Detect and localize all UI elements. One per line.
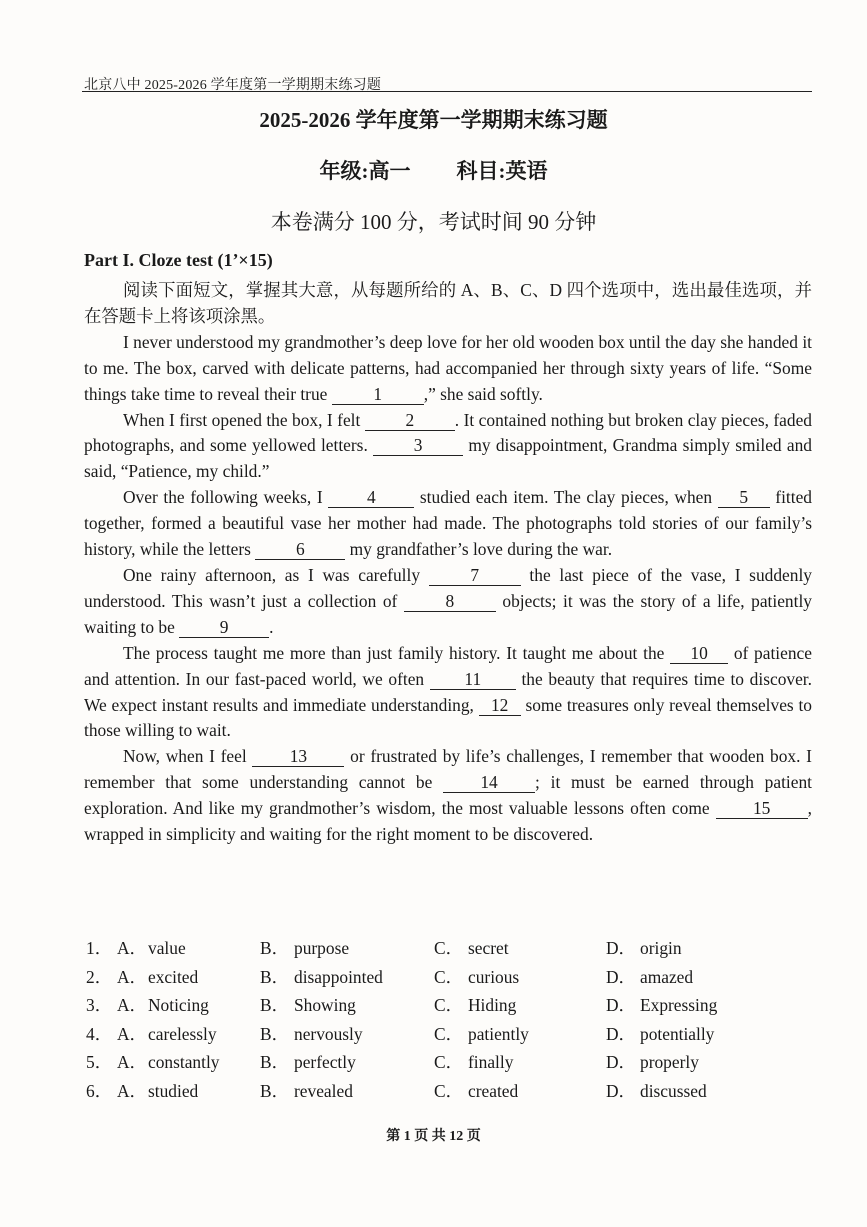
option-c: curious [468,966,520,987]
option-d: origin [640,938,682,958]
option-row: 6． A．studied B． revealed C． created D． discussed [86,1077,812,1106]
option-a: Noticing [148,995,209,1016]
question-number: 2． [86,966,113,987]
instructions: 阅读下面短文，掌握其大意，从每题所给的 A、B、C、D 四个选项中，选出最佳选项，并在答题卡上将该项涂黑。 [84,280,812,326]
paragraph: The process taught me more than just family history. It taught me about the 10 of patience and attention. In our fast-paced world, we often 11 the beauty that requires time to discover. We expect instant results and immediate understanding, 12 some treasures only reveal themselves to those willing to wait. [84,642,812,741]
question-number: 5． [86,1052,113,1073]
blank: 11 [430,670,516,690]
paragraph: Now, when I feel 13 or frustrated by life’s challenges, I remember that wooden box. I remember that some understanding cannot be 14 ; it must be earned through patient exploration. And like my grandmother’s wisdom, the most valuable lessons often come 15 , wrapped in simplicity and waiting for the right moment to be discovered. [84,746,812,845]
blank: 12 [479,696,521,716]
grade-label: 年级:高一 [319,159,411,183]
part-title: Part I. Cloze test (1’×15) [84,250,273,270]
subject-label: 科目:英语 [456,159,548,183]
option-row: 3． A．Noticing B． Showing C． Hiding D． Expressing [86,991,812,1020]
option-a: excited [148,966,199,987]
option-c: patiently [468,1023,529,1044]
option-b: nervously [294,1023,363,1044]
page-footer: 第 1 页 共 12 页 [386,1129,481,1144]
option-b: Showing [294,995,356,1016]
option-c: Hiding [468,995,517,1016]
option-d: Expressing [640,995,718,1016]
option-d: properly [640,1052,699,1073]
option-row: 1． A．value B． purpose C． secret D． origin [86,934,812,963]
paragraph: Over the following weeks, I 4 studied each item. The clay pieces, when 5 fitted together, formed a beautiful vase her mother had made. The photographs told stories of our family’s history, while the letters 6 my grandfather’s love during the war. [84,487,812,560]
option-a: value [148,938,186,958]
option-c: secret [468,938,509,958]
blank: 1 [332,385,424,405]
option-row: 2． A．excited B． disappointed C． curious D． amazed [86,963,812,992]
exam-info: 本卷满分 100 分，考试时间 90 分钟 [270,210,597,234]
blank: 14 [443,773,535,793]
blank: 4 [328,488,414,508]
running-header: 北京八中 2025-2026 学年度第一学期期末练习题 [84,78,382,93]
option-b: disappointed [294,966,383,987]
question-number: 4． [86,1023,113,1044]
exam-title: 2025-2026 学年度第一学期期末练习题 [259,108,608,132]
option-row: 4． A．carelessly B． nervously C． patiently D． potentially [86,1020,812,1049]
blank: 3 [373,436,463,456]
option-d: discussed [640,1080,707,1101]
blank: 6 [255,540,345,560]
options-list [86,934,812,1106]
option-a: carelessly [148,1023,217,1044]
question-number: 3． [86,995,113,1016]
blank: 13 [252,747,344,767]
option-row: 5． A．constantly B． perfectly C． finally D． properly [86,1048,812,1077]
paragraph: One rainy afternoon, as I was carefully 7 the last piece of the vase, I suddenly understood. This wasn’t just a collection of 8 objects; it was the story of a life, patiently waiting to be 9 . [84,564,812,637]
exam-subtitle [0,155,867,185]
blank: 10 [670,644,728,664]
blank: 8 [404,592,496,612]
option-d: amazed [640,966,694,987]
option-b: purpose [294,938,350,958]
option-a: studied [148,1080,199,1101]
option-b: revealed [294,1080,353,1101]
blank: 5 [718,488,770,508]
question-number: 1． [86,938,113,958]
paragraph: I never understood my grandmother’s deep love for her old wooden box until the day she handed it to me. The box, carved with delicate patterns, had accompanied her through sixty years of life. “Some things take time to reveal their true 1 ,” she said softly. [84,331,812,404]
header-rule [82,91,812,92]
option-c: finally [468,1052,514,1073]
paragraph: When I first opened the box, I felt 2 . It contained nothing but broken clay pieces, faded photographs, and some yellowed letters. 3 my disappointment, Grandma simply smiled and said, “Patience, my child.” [84,409,812,482]
option-d: potentially [640,1023,715,1044]
blank: 2 [365,411,455,431]
blank: 7 [429,566,521,586]
option-a: constantly [148,1052,220,1073]
question-number: 6． [86,1080,113,1101]
blank: 9 [179,618,269,638]
option-c: created [468,1080,519,1101]
blank: 15 [716,799,808,819]
option-b: perfectly [294,1052,356,1073]
cloze-passage [84,278,812,848]
